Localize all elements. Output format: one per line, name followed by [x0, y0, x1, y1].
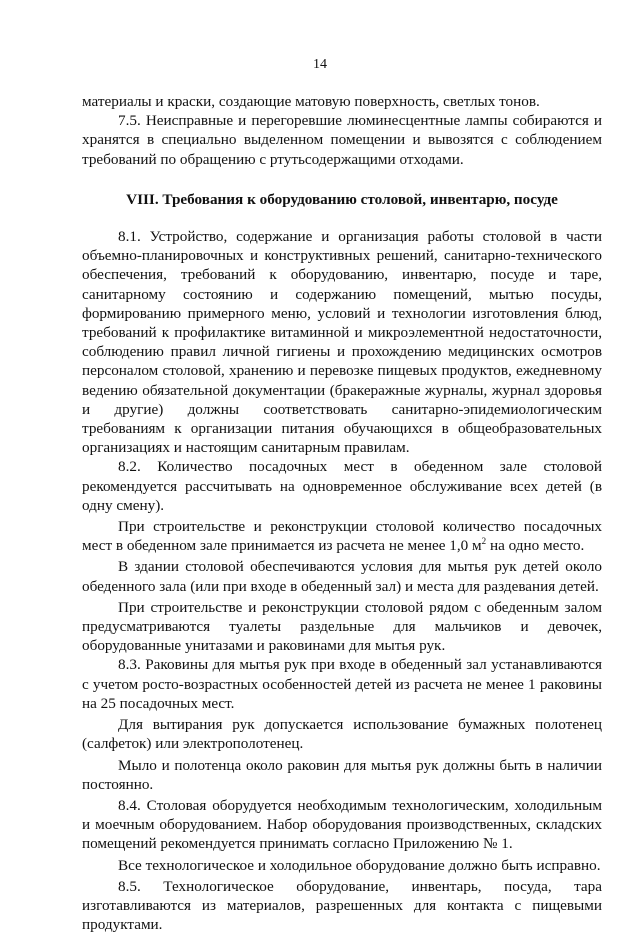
square-superscript: 2	[481, 536, 487, 547]
construction-text: При строительстве и реконструкции столовой количество посадочных мест в обеденном зале принимается из расчета не менее 1,0 м	[82, 518, 602, 555]
construction-text-end: на одно место.	[486, 537, 585, 555]
paragraph-soap: Мыло и полотенца около раковин для мытья рук должны быть в наличии постоянно.	[82, 756, 602, 793]
paragraph-8-4: 8.4. Столовая оборудуется необходимым технологическим, холодильным и моечным оборудованием. Набор оборудования производственных, складских помещений рекомендуется принимать согласно Приложению № 1.	[82, 796, 602, 853]
paragraph-equipment: Все технологическое и холодильное оборудование должно быть исправно.	[118, 856, 601, 874]
paragraph-construction-seats	[82, 517, 602, 555]
paragraph-7-5: 7.5. Неисправные и перегоревшие люминесцентные лампы собираются и хранятся в специально выделенном помещении и вывозятся с соблюдением требований по обращению с ртутьсодержащими отходами.	[82, 112, 602, 168]
paragraph-towels: Для вытирания рук допускается использование бумажных полотенец (салфеток) или электрополотенец.	[82, 716, 602, 753]
section-heading: VIII. Требования к оборудованию столовой, инвентарю, посуде	[126, 190, 558, 208]
document-body	[82, 92, 602, 934]
paragraph-building: В здании столовой обеспечиваются условия для мытья рук детей около обеденного зала (или при входе в обеденный зал) и места для раздевания детей.	[82, 558, 602, 595]
page-number: 14	[313, 57, 327, 72]
paragraph-8-2: 8.2. Количество посадочных мест в обеденном зале столовой рекомендуется рассчитывать на одновременное обслуживание всех детей (в одну смену).	[82, 458, 602, 514]
paragraph-continuation: материалы и краски, создающие матовую поверхность, светлых тонов.	[82, 93, 540, 110]
paragraph-toilets: При строительстве и реконструкции столовой рядом с обеденным залом предусматриваются туалеты раздельные для мальчиков и девочек, оборудованные унитазами и раковинами для мытья рук.	[82, 598, 602, 655]
paragraph-8-3: 8.3. Раковины для мытья рук при входе в обеденный зал устанавливаются с учетом росто-возрастных особенностей детей из расчета не менее 1 раковины на 25 посадочных мест.	[82, 656, 602, 712]
paragraph-8-1: 8.1. Устройство, содержание и организация работы столовой в части объемно-планировочных и конструктивных решений, санитарно-технического обеспечения, требований к оборудованию, инвентарю, посуде и таре, санитарному состоянию и содержанию помещений, мытью посуды, формированию примерного меню, условий и технологии изготовления блюд, требований к профилактике витаминной и микроэлементной недостаточности, соблюдению правил личной гигиены и прохождению медицинских осмотров персоналом столовой, хранению и перевозке пищевых продуктов, ежедневному ведению обязательной документации (бракеражные журналы, журнал здоровья и другие) должны соответствовать санитарно-эпидемиологическим требованиям к организации питания обучающихся в общеобразовательных организациях и настоящим санитарным правилам.	[82, 228, 602, 457]
paragraph-8-5: 8.5. Технологическое оборудование, инвентарь, посуда, тара изготавливаются из материалов, разрешенных для контакта с пищевыми продуктами.	[82, 877, 602, 934]
